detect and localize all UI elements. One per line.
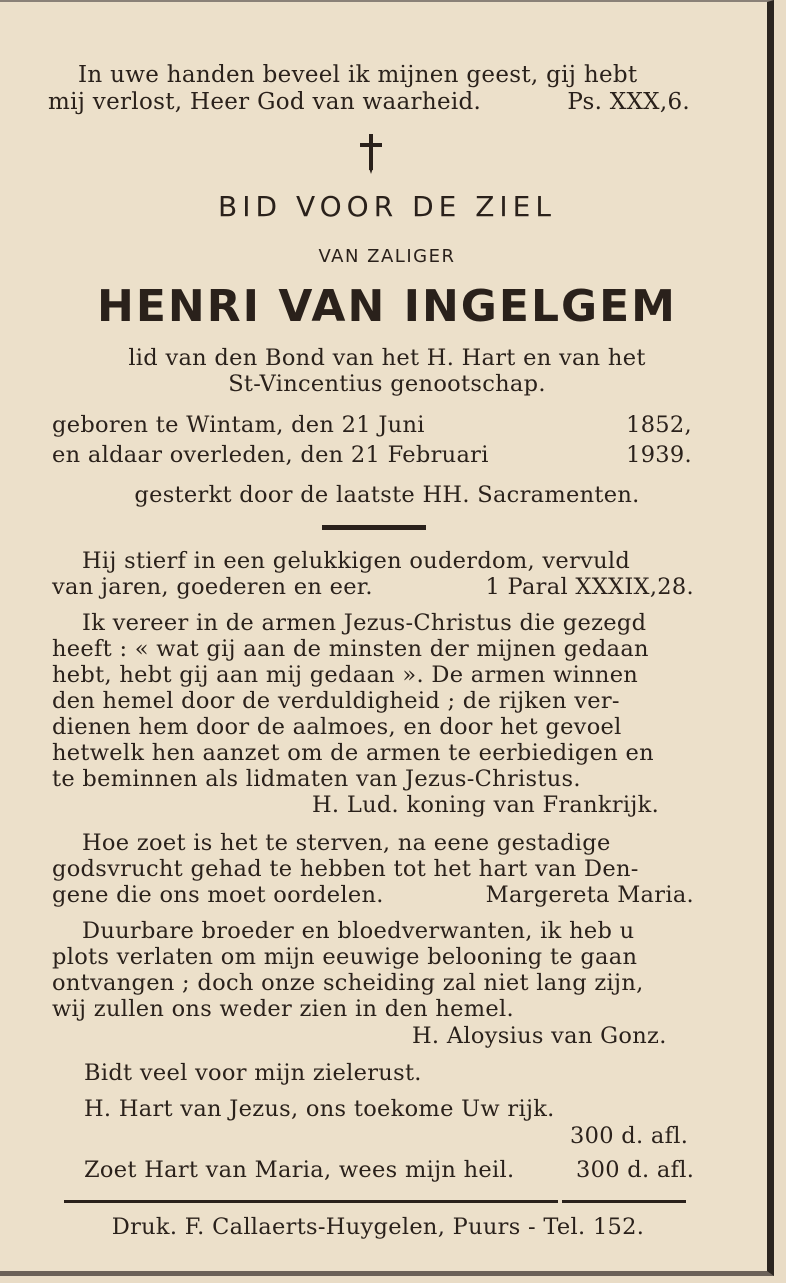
printer-line: Druk. F. Callaerts-Huygelen, Puurs - Tel. 152.: [111, 1214, 645, 1240]
quote4-attribution: H. Aloysius van Gonz.: [412, 1023, 667, 1049]
quote1-line-1: Hij stierf in een gelukkigen ouderdom, vervuld: [82, 548, 631, 574]
quote2-line: te beminnen als lidmaten van Jezus-Christus.: [52, 766, 581, 792]
quote3-line: Hoe zoet is het te sterven, na eene gestadige: [82, 830, 611, 856]
quote1-text: van jaren, goederen en eer.: [52, 574, 373, 600]
prayer-3: Zoet Hart van Maria, wees mijn heil.: [84, 1157, 515, 1183]
cross-icon: [356, 132, 386, 176]
bottom-rule: [64, 1200, 558, 1203]
quote2-line: heeft : « wat gij aan de minsten der mijnen gedaan: [52, 636, 649, 662]
birth-year: 1852,: [626, 412, 692, 438]
quote4-line: wij zullen ons weder zien in den hemel.: [52, 996, 514, 1022]
quote3-line-3: [52, 882, 694, 908]
membership-line-1: lid van den Bond van het H. Hart en van het: [128, 345, 646, 371]
quote2-line: hebt, hebt gij aan mij gedaan ». De armen winnen: [52, 662, 639, 688]
prayer-subtitle: VAN ZALIGER: [318, 246, 456, 267]
quote2-line: dienen hem door de aalmoes, en door het gevoel: [52, 714, 622, 740]
quote3-line: godsvrucht gehad te hebben tot het hart van Den-: [52, 856, 639, 882]
sacraments-line: gesterkt door de laatste HH. Sacramenten.: [134, 482, 640, 508]
epigraph-text: mij verlost, Heer God van waarheid.: [48, 89, 482, 115]
birth-line: [52, 412, 692, 438]
death-text: en aldaar overleden, den 21 Februari: [52, 442, 489, 468]
quote2-line: Ik vereer in de armen Jezus-Christus die gezegd: [82, 610, 647, 636]
prayer-title: BID VOOR DE ZIEL: [218, 190, 556, 223]
quote4-line: plots verlaten om mijn eeuwige belooning te gaan: [52, 944, 638, 970]
epigraph-line-2: [48, 89, 690, 115]
epigraph-reference: Ps. XXX,6.: [567, 89, 690, 115]
death-year: 1939.: [626, 442, 692, 468]
quote2-attribution: H. Lud. koning van Frankrijk.: [312, 792, 660, 818]
epigraph-line-1: In uwe handen beveel ik mijnen geest, gij hebt: [78, 62, 638, 88]
prayer-3-indulgence: 300 d. afl.: [576, 1157, 695, 1183]
quote4-line: ontvangen ; doch onze scheiding zal niet lang zijn,: [52, 970, 644, 996]
prayer-2-indulgence: 300 d. afl.: [570, 1123, 689, 1149]
deceased-name: HENRI VAN INGELGEM: [97, 281, 677, 332]
birth-text: geboren te Wintam, den 21 Juni: [52, 412, 425, 438]
quote1-line-2: [52, 574, 694, 600]
quote2-line: den hemel door de verduldigheid ; de rijken ver-: [52, 688, 620, 714]
quote3-text: gene die ons moet oordelen.: [52, 882, 384, 908]
prayer-1: Bidt veel voor mijn zielerust.: [84, 1060, 422, 1086]
quote1-reference: 1 Paral XXXIX,28.: [485, 574, 694, 600]
quote3-attribution: Margereta Maria.: [485, 882, 694, 908]
membership-line-2: St-Vincentius genootschap.: [228, 371, 546, 397]
quote2-line: hetwelk hen aanzet om de armen te eerbiedigen en: [52, 740, 654, 766]
prayer-2: H. Hart van Jezus, ons toekome Uw rijk.: [84, 1096, 555, 1122]
bottom-rule: [562, 1200, 686, 1203]
quote4-line: Duurbare broeder en bloedverwanten, ik heb u: [82, 918, 635, 944]
death-line: [52, 442, 692, 468]
divider: [322, 525, 426, 530]
